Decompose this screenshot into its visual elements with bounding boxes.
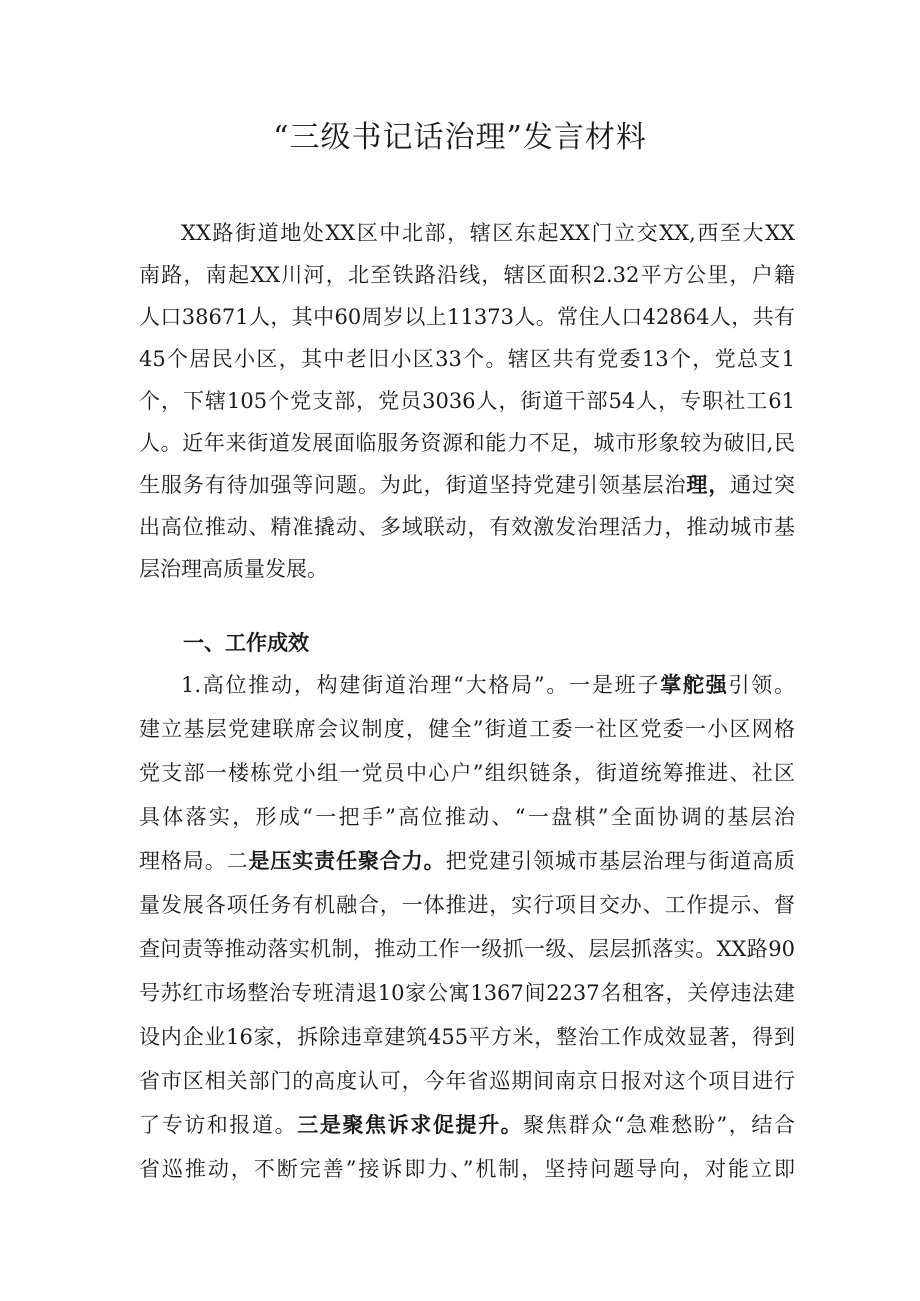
p1-line-1-c: 引领。: [728, 673, 795, 697]
document-title: “三级书记话治理”发言材料: [273, 120, 647, 155]
p1-line-12: 省巡推动，不断完善”接诉即力、”机制，坚持问题导向，对能立即: [139, 1157, 795, 1181]
p1-line-1-bold: 掌舵强: [660, 672, 729, 697]
p1-line-5-c: 把党建引领城市基层治理与街道高质: [445, 849, 795, 873]
p1-line-9: 设内企业16家，拆除违章建筑455平方米，整治工作成效显著，得到: [139, 1025, 795, 1049]
intro-line-7-text: 生服务有待加强等问题。为此，街道坚持党建引领基层治: [139, 473, 687, 497]
p1-line-3: 党支部一楼栋党小组一党员中心户”组织链条，街道统筹推进、社区: [139, 761, 795, 785]
intro-line-7-bold: 理，: [686, 472, 731, 497]
p1-line-4: 具体落实，形成“一把手”高位推动、“一盘棋”全面协调的基层治: [139, 805, 795, 829]
p1-line-5: [139, 840, 795, 882]
p1-line-6: 量发展各项任务有机融合，一体推进，实行项目交办、工作提示、督: [139, 893, 795, 917]
intro-line-1: XX路街道地处XX区中北部，辖区东起XX门立交XX,西至大XX: [181, 221, 795, 245]
intro-line-7-tail: 通过突: [730, 473, 795, 497]
p1-line-1: [181, 664, 795, 706]
p1-line-2: 建立基层党建联席会议制度，健全”街道工委一社区党委一小区网格: [139, 717, 795, 741]
p1-line-10: 省市区相关部门的高度认可，今年省巡期间南京日报对这个项目进行: [139, 1069, 795, 1093]
p1-line-11-c: 聚焦群众“急难愁盼”，结合: [523, 1113, 795, 1137]
p1-line-1-a: 1.高位推动，构建街道治理“大格局”。一是班子: [181, 673, 661, 697]
section-heading: 一、工作成效: [183, 630, 309, 655]
intro-line-9: 层治理高质量发展。: [139, 557, 328, 581]
intro-line-2: 南路，南起XX川河，北至铁路沿线，辖区面积2.32平方公里，户籍: [139, 263, 795, 287]
intro-line-5: 个，下辖105个党支部，党员3036人，街道干部54人，专职社工61: [139, 389, 795, 413]
p1-line-7: 查问责等推动落实机制，推动工作一级抓一级、层层抓落实。XX路90: [139, 937, 795, 961]
p1-line-11: [139, 1104, 795, 1146]
intro-line-3: 人口38671人，其中60周岁以上11373人。常住人口42864人，共有: [139, 305, 795, 329]
p1-line-5-bold: 是压实责任聚合力。: [248, 848, 446, 873]
p1-line-5-a: 理格局。二: [139, 849, 249, 873]
p1-line-11-bold: 三是聚焦诉求促提升。: [297, 1112, 524, 1137]
p1-line-11-a: 了专访和报道。: [139, 1113, 298, 1137]
intro-line-7: [139, 464, 795, 506]
intro-line-4: 45个居民小区，其中老旧小区33个。辖区共有党委13个，党总支1: [139, 347, 795, 371]
p1-line-8: 号苏红市场整治专班清退10家公寓1367间2237名租客，关停违法建: [139, 981, 795, 1005]
intro-line-8: 出高位推动、精准撬动、多域联动，有效激发治理活力，推动城市基: [139, 515, 795, 539]
intro-line-6: 人。近年来街道发展面临服务资源和能力不足，城市形象较为破旧,民: [139, 431, 795, 455]
